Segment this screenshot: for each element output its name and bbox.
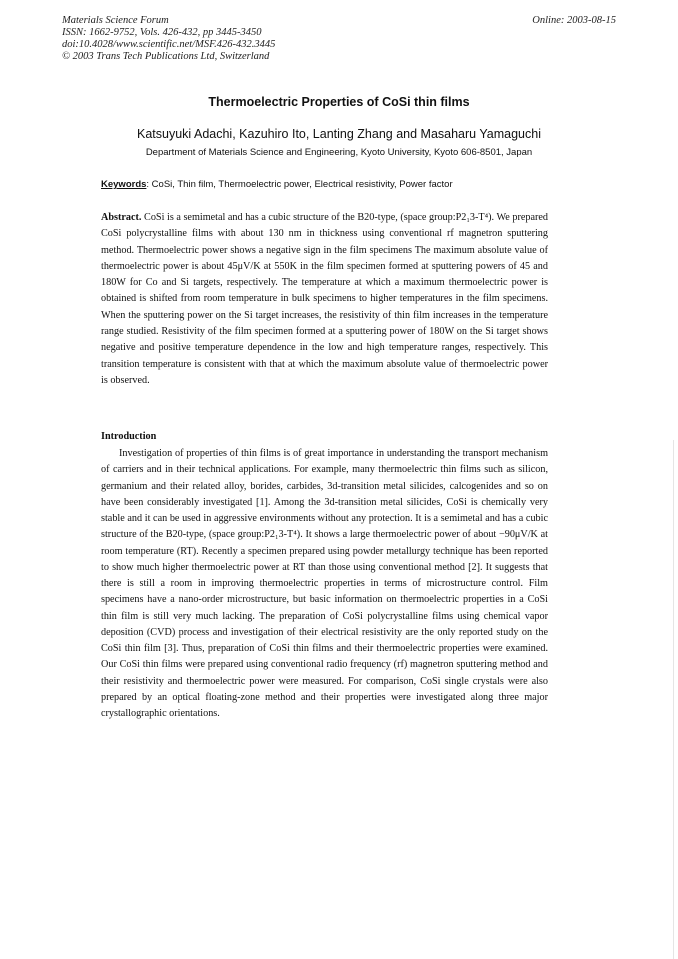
scan-edge-line <box>673 440 674 959</box>
paper-title: Thermoelectric Properties of CoSi thin films <box>208 95 470 109</box>
affiliation: Department of Materials Science and Engineering, Kyoto University, Kyoto 606-8501, Japan <box>145 147 533 158</box>
keywords-line <box>101 179 453 190</box>
introduction-heading: Introduction <box>101 431 157 442</box>
issn-line: ISSN: 1662-9752, Vols. 426-432, pp 3445-3450 <box>62 27 262 38</box>
copyright-line: © 2003 Trans Tech Publications Ltd, Switzerland <box>62 51 270 62</box>
abstract-label: Abstract. <box>101 212 142 223</box>
author-list: Katsuyuki Adachi, Kazuhiro Ito, Lanting Zhang and Masaharu Yamaguchi <box>137 127 541 141</box>
keywords-label: Keywords <box>101 179 147 190</box>
introduction-paragraph: Investigation of properties of thin films is of great importance in understanding the transport mechanism of carriers and in their technical applications. For example, many thermoelectric thin films such as silicon, germanium and their related alloy, borides, carbides, 3d-transition metal silicides, calcogenides and so on have been considerably investigated [1]. Among the 3d-transition metal silicides, CoSi is chemically very stable and it can be used in aggressive environments without any protection. It is a semimetal and has a cubic structure of the B20-type, (space group:P2₁3-T⁴). It shows a large thermoelectric power of about −90μV/K at room temperature (RT). Recently a specimen prepared using powder metallurgy technique has been reported to show much higher thermoelectric power at RT than those using conventional method [2]. It suggests that there is still a room in improving thermoelectric properties in terms of microstructure control. Film specimens have a nano-order microstructure, but basic information on thermoelectric properties in a CoSi thin film is still very much lacking. The preparation of CoSi polycrystalline films using chemical vapor deposition (CVD) process and investigation of their electrical resistivity are the only reported study on the CoSi thin film [3]. Thus, preparation of CoSi thin films and their thermoelectric properties were examined. Our CoSi thin films were prepared using conventional radio frequency (rf) magnetron sputtering method and their resistivity and thermoelectric power were measured. For comparison, CoSi single crystals were also prepared by an optical floating-zone method and their properties were investigated along three major crystallographic orientations. <box>101 448 548 719</box>
keywords-text: : CoSi, Thin film, Thermoelectric power, Electrical resistivity, Power factor <box>146 179 453 190</box>
abstract-text: CoSi is a semimetal and has a cubic structure of the B20-type, (space group:P2₁3-T⁴). We prepared CoSi polycrystalline films with about 130 nm in thickness using conventional rf magnetron sputtering method. Thermoelectric power shows a negative sign in the film specimens The maximum absolute value of thermoelectric power is about 45μV/K at 550K in the film specimen formed at sputtering powers of 45 and 180W for Co and Si targets, respectively. The temperature at which a maximum thermoelectric power is obtained is shifted from room temperature in bulk specimens to higher temperatures in the film specimens. When the sputtering power on the Si target increases, the resistivity of thin film increases in the temperature range studied. Resistivity of the film specimen formed at a sputtering power of 180W on the Si target shows negative and positive temperature dependence in the low and high temperature ranges, respectively. This transition temperature is consistent with that at which the maximum absolute value of thermoelectric power is observed. <box>101 212 549 386</box>
journal-name: Materials Science Forum <box>62 15 169 26</box>
journal-header <box>62 15 275 63</box>
online-date: Online: 2003-08-15 <box>532 15 616 26</box>
doi-link[interactable]: doi:10.4028/www.scientific.net/MSF.426-432.3445 <box>62 39 276 50</box>
abstract-paragraph <box>101 210 548 389</box>
